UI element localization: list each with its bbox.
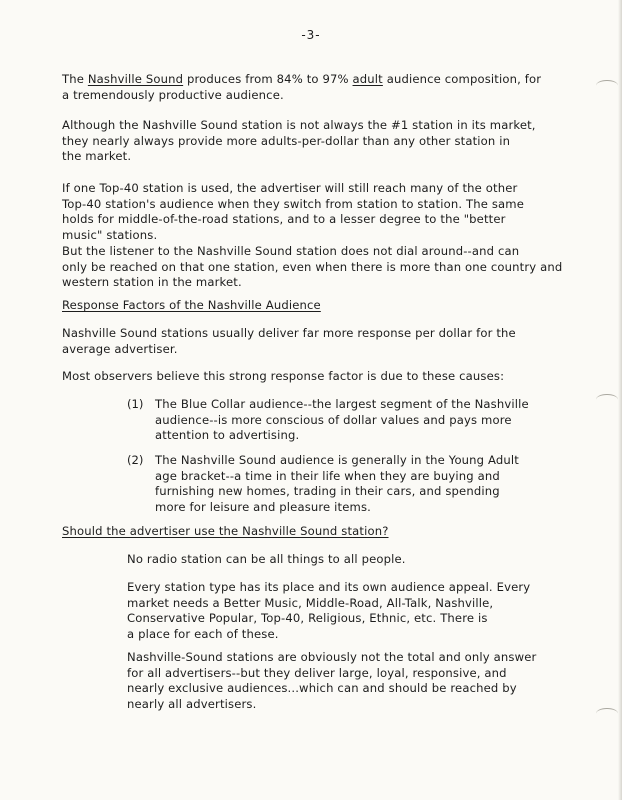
list-item-blue-collar: The Blue Collar audience--the largest segment of the Nashville audience--is more conscious of dollar values and pays more attention to advertising. [155,397,529,442]
paragraph-adults-per-dollar: Although the Nashville Sound station is not always the #1 station in its market, they nearly always provide more adults-per-dollar than any other station in the market. [62,118,536,163]
section-heading-response-factors: Response Factors of the Nashville Audience [62,298,321,312]
paragraph-no-radio-station: No radio station can be all things to all people. [127,552,406,566]
list-item-young-adult: The Nashville Sound audience is generally in the Young Adult age bracket--a time in their life when they are buying and furnishing new homes, trading in their cars, and spending more for leisure and pleasure items. [155,453,519,514]
punch-hole-mark [596,708,618,719]
list-number: (2) [127,453,144,467]
paragraph-adult-composition [62,72,541,103]
page-edge-shadow [618,0,622,800]
list-number: (1) [127,397,144,411]
paragraph-dial-around: But the listener to the Nashville Sound station does not dial around--and can only be reached on that one station, even when there is more than one country and western station in the market. [62,244,563,289]
text-run: audience composition, for [382,72,542,86]
text-run: produces from 84% to 97% [183,72,353,86]
text-run: a tremendously productive audience. [62,87,284,102]
section-heading-should-advertiser: Should the advertiser use the Nashville Sound station? [62,524,389,538]
paragraph-response-per-dollar: Nashville Sound stations usually deliver far more response per dollar for the average advertiser. [62,326,516,356]
paragraph-station-types: Every station type has its place and its own audience appeal. Every market needs a Better Music, Middle-Road, All-Talk, Nashville, Conservative Popular, Top-40, Religious, Ethnic, etc. There is a place for each of these. [127,580,531,641]
underlined-word: adult [352,72,383,86]
punch-hole-mark [596,80,618,91]
paragraph-top40-audience: If one Top-40 station is used, the advertiser will still reach many of the other Top-40 station's audience when they switch from station to station. The same holds for middle-of-the-road stations, and to a lesser degree to the "better music" stations. [62,181,525,242]
underlined-phrase: Nashville Sound [87,72,184,86]
punch-hole-mark [596,394,618,405]
paragraph-conclusion: Nashville-Sound stations are obviously not the total and only answer for all advertisers--but they deliver large, loyal, responsive, and nearly exclusive audiences...which can and should be reached by nearly all advertisers. [127,650,537,711]
page-number: -3- [301,28,321,42]
paragraph-observers: Most observers believe this strong response factor is due to these causes: [62,369,505,383]
text-run: The [62,72,88,86]
